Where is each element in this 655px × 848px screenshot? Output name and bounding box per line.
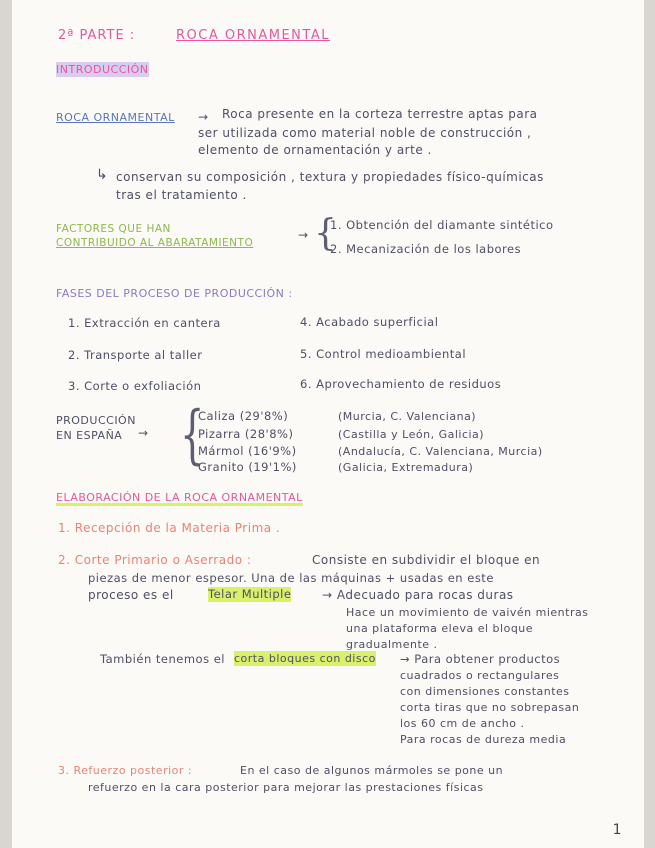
telar-line-2: Hace un movimiento de vaivén mientras [346,606,589,619]
factors-brace: { [314,213,338,254]
step-2-also-b: → Para obtener productos [400,652,561,666]
def-arrow: → [198,110,209,124]
phase-item-5: 5. Control medioambiental [300,347,467,361]
production-label-1: PRODUCCIÓN [56,414,136,427]
production-row-1-regions: (Murcia, C. Valenciana) [338,410,477,423]
note-arrow: ↳ [96,167,109,183]
production-label-2: EN ESPAÑA [56,429,123,442]
phase-item-6: 6. Aprovechamiento de residuos [300,377,502,391]
step-2-title: 2. Corte Primario o Aserrado : [58,553,252,567]
factors-heading-2: CONTRIBUIDO AL ABARATAMIENTO [56,237,254,249]
phase-item-4: 4. Acabado superficial [300,315,439,329]
def-term: ROCA ORNAMENTAL [56,111,175,124]
step-2-line-3b: → Adecuado para rocas duras [322,588,514,602]
def-line-3: elemento de ornamentación y arte . [198,143,432,157]
note-line-2: tras el tratamiento . [116,188,247,202]
step-2-line-2: piezas de menor espesor. Una de las máquinas + usadas en este [88,571,494,585]
note-line-1: conservan su composición , textura y propiedades físico-químicas [116,170,544,184]
telar-multiple-term: Telar Multiple [208,587,292,601]
telar-line-4: gradualmente . [346,638,438,651]
elaboration-heading: ELABORACIÓN DE LA ROCA ORNAMENTAL [56,491,303,504]
intro-heading: INTRODUCCIÓN [56,63,149,76]
production-row-2-regions: (Castilla y León, Galicia) [338,428,485,441]
production-arrow: → [138,426,149,440]
factor-item-2: 2. Mecanización de los labores [330,242,522,256]
telar-line-3: una plataforma eleva el bloque [346,622,534,635]
production-row-2-name: Pizarra (28'8%) [198,427,294,441]
step-2-line-1: Consiste en subdividir el bloque en [312,553,541,567]
step-3-line-1: En el caso de algunos mármoles se pone un [240,764,504,777]
factors-heading-1: FACTORES QUE HAN [56,223,171,235]
part-label: 2ª PARTE : [58,28,136,43]
notebook-page [12,0,644,848]
step-1: 1. Recepción de la Materia Prima . [58,521,281,535]
cortabloques-line-5: los 60 cm de ancho . [400,717,525,730]
factor-item-1: 1. Obtención del diamante sintético [330,218,554,232]
production-row-4-name: Granito (19'1%) [198,460,297,474]
def-line-2: ser utilizada como material noble de construcción , [198,126,532,140]
cortabloques-line-6: Para rocas de dureza media [400,733,567,746]
cortabloques-term: corta bloques con disco [234,652,376,665]
step-3-line-2: refuerzo en la cara posterior para mejorar las prestaciones físicas [88,781,484,794]
cortabloques-line-2: cuadrados o rectangulares [400,669,560,682]
factors-arrow: → [298,228,309,242]
page-title: ROCA ORNAMENTAL [176,28,330,43]
def-line-1: Roca presente en la corteza terrestre aptas para [222,107,538,121]
production-brace: { [180,398,205,472]
production-row-1-name: Caliza (29'8%) [198,409,289,423]
cortabloques-line-3: con dimensiones constantes [400,685,570,698]
production-row-3-regions: (Andalucía, C. Valenciana, Murcia) [338,445,543,458]
step-2-also-a: También tenemos el [100,652,225,666]
cortabloques-line-4: corta tiras que no sobrepasan [400,701,580,714]
page-number: 1 [612,822,622,838]
production-row-3-name: Mármol (16'9%) [198,444,297,458]
phase-item-1: 1. Extracción en cantera [68,316,221,330]
phases-heading: FASES DEL PROCESO DE PRODUCCIÓN : [56,287,293,300]
production-row-4-regions: (Galicia, Extremadura) [338,461,474,474]
step-2-line-3a: proceso es el [88,588,174,602]
phase-item-3: 3. Corte o exfoliación [68,379,202,393]
phase-item-2: 2. Transporte al taller [68,348,203,362]
step-3-title: 3. Refuerzo posterior : [58,764,193,777]
